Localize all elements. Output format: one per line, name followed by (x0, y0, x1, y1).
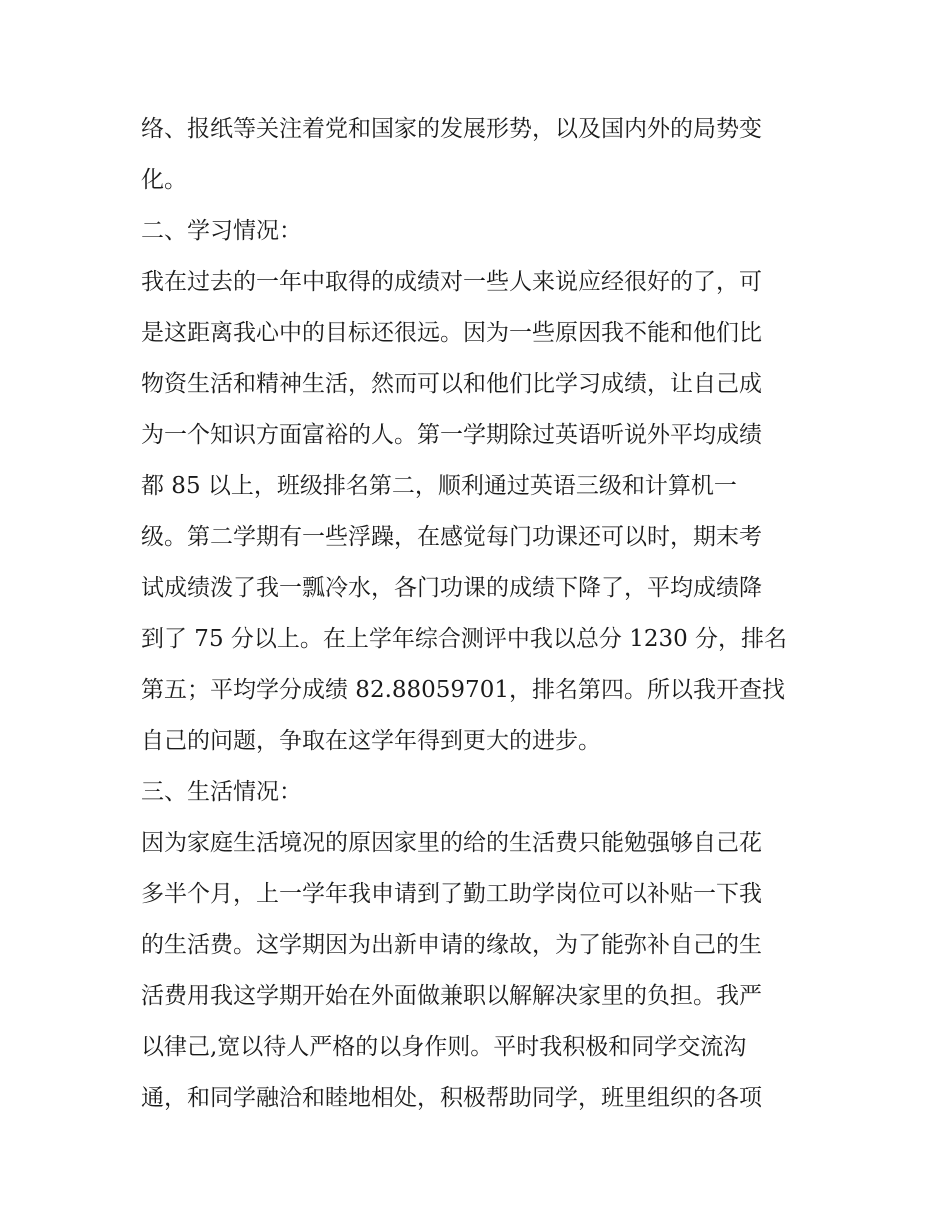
text-line: 都 85 以上，班级排名第二，顺利通过英语三级和计算机一 (141, 473, 737, 499)
text-line: 是这距离我心中的目标还很远。因为一些原因我不能和他们比 (141, 320, 762, 346)
text-line: 为一个知识方面富裕的人。第一学期除过英语听说外平均成绩 (141, 422, 762, 448)
text-line: 级。第二学期有一些浮躁，在感觉每门功课还可以时，期末考 (141, 524, 762, 550)
text-line: 通，和同学融洽和睦地相处，积极帮助同学，班里组织的各项 (141, 1085, 762, 1111)
text-line: 自己的问题，争取在这学年得到更大的进步。 (141, 728, 601, 754)
text-line: 化。 (141, 167, 187, 193)
text-line: 物资生活和精神生活，然而可以和他们比学习成绩，让自己成 (141, 371, 762, 397)
text-line: 以律己,宽以待人严格的以身作则。平时我积极和同学交流沟 (141, 1034, 747, 1060)
text-line: 多半个月，上一学年我申请到了勤工助学岗位可以补贴一下我 (141, 881, 762, 907)
section-heading-life: 三、生活情况： (141, 779, 302, 805)
text-line: 第五；平均学分成绩 82.88059701，排名第四。所以我开查找 (141, 677, 785, 703)
text-line: 活费用我这学期开始在外面做兼职以解解决家里的负担。我严 (141, 983, 762, 1009)
text-line: 络、报纸等关注着党和国家的发展形势，以及国内外的局势变 (141, 116, 762, 142)
text-line: 因为家庭生活境况的原因家里的给的生活费只能勉强够自己花 (141, 830, 762, 856)
text-line: 我在过去的一年中取得的成绩对一些人来说应经很好的了，可 (141, 269, 762, 295)
text-line: 试成绩泼了我一瓢冷水，各门功课的成绩下降了，平均成绩降 (141, 575, 762, 601)
text-line: 到了 75 分以上。在上学年综合测评中我以总分 1230 分，排名 (141, 626, 788, 652)
document-body (141, 104, 821, 1124)
section-heading-study: 二、学习情况： (141, 218, 302, 244)
text-line: 的生活费。这学期因为出新申请的缘故，为了能弥补自己的生 (141, 932, 762, 958)
